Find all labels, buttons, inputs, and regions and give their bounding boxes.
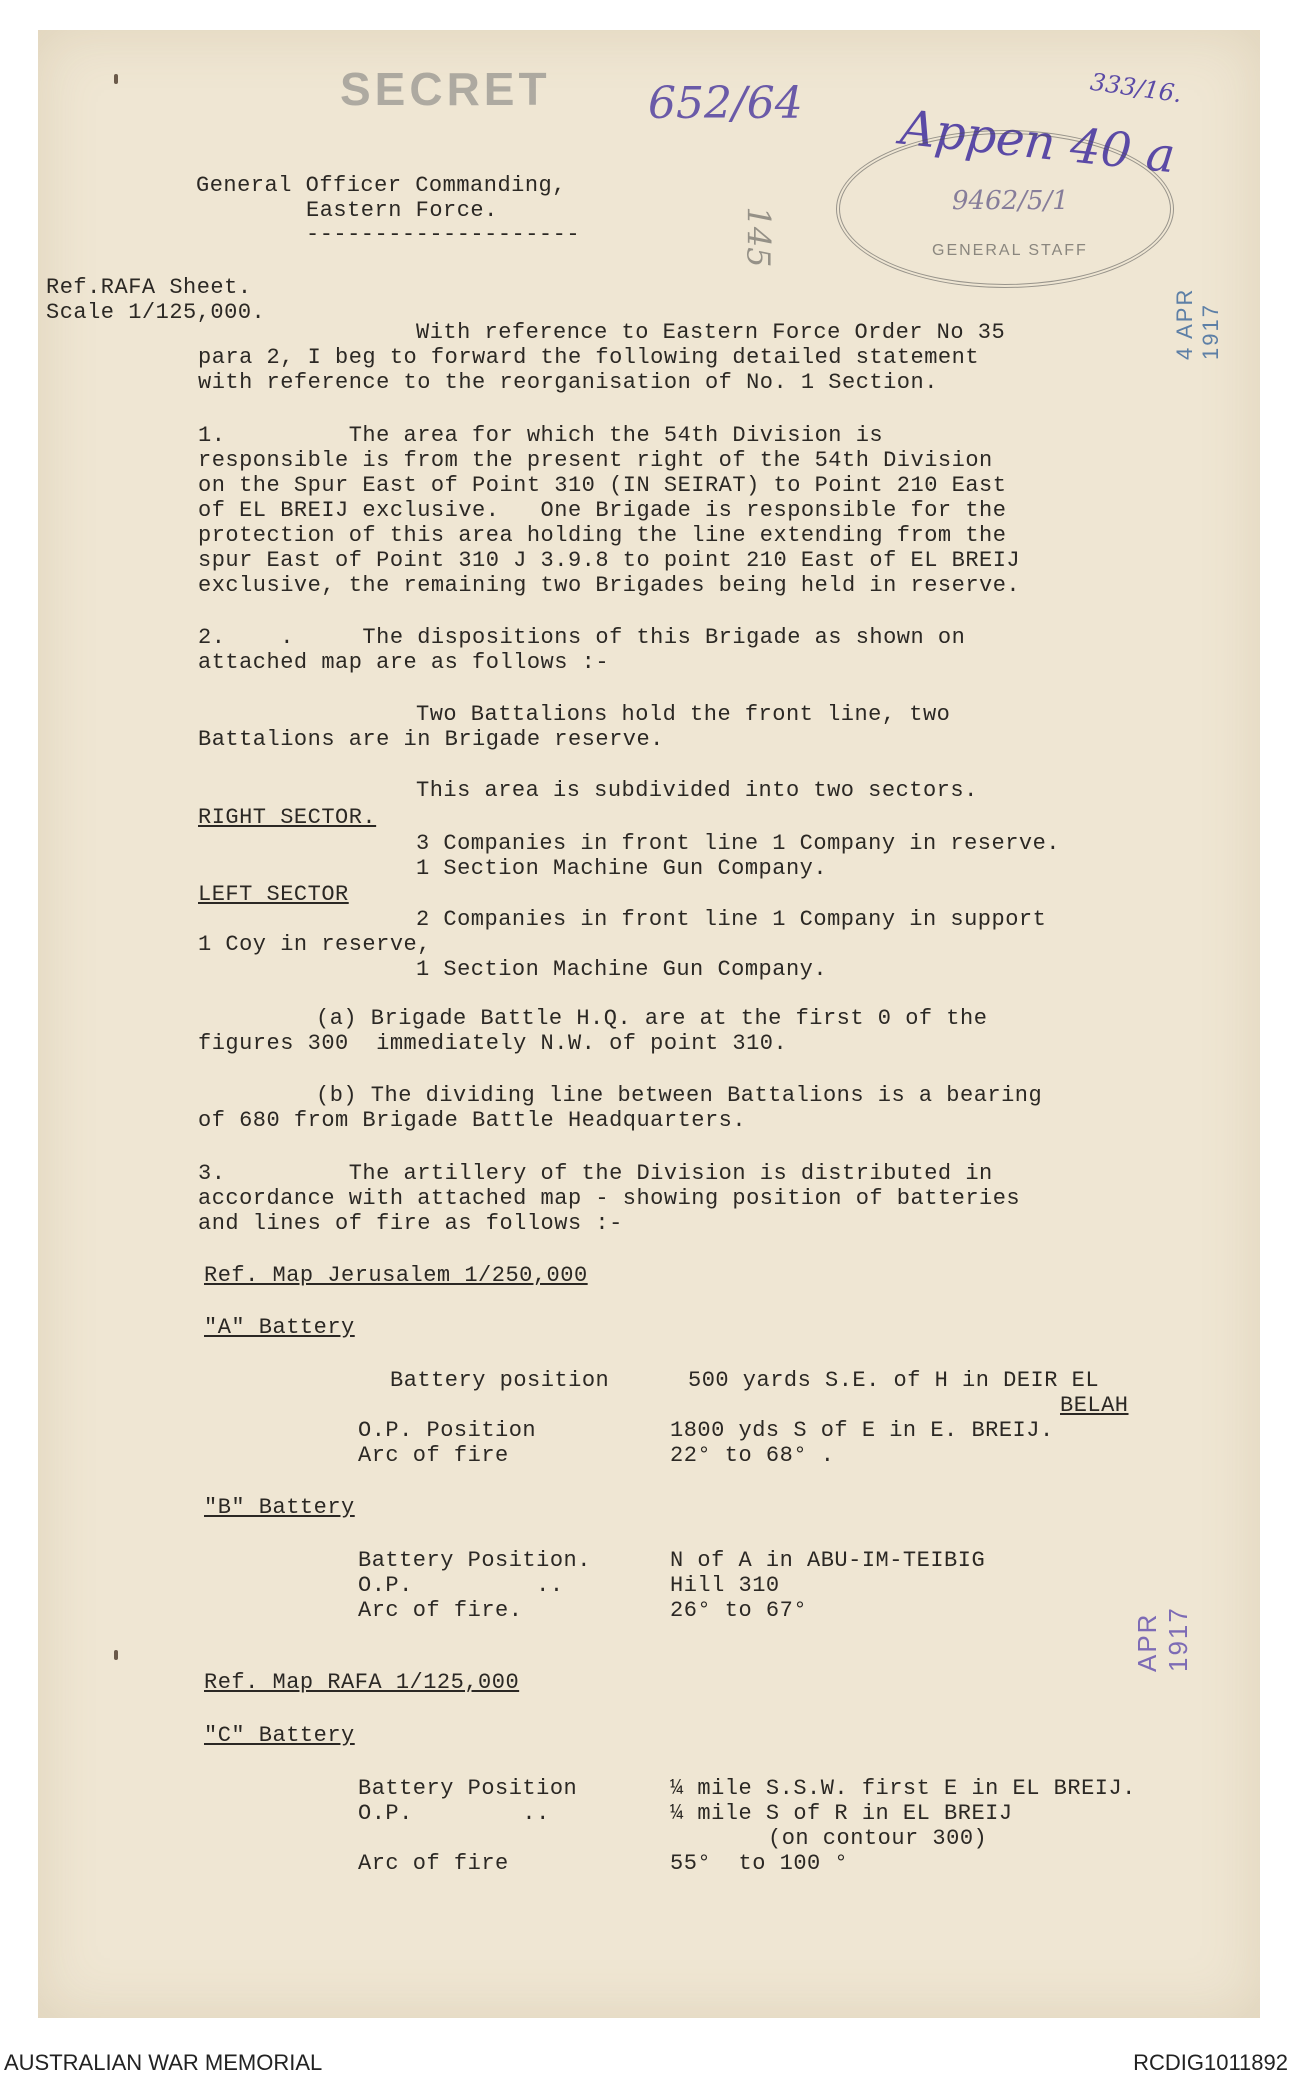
para-a-line: figures 300 immediately N.W. of point 310.	[198, 1031, 788, 1056]
registry-oval-stamp	[836, 130, 1174, 288]
oval-stamp-number: 9462/5/1	[952, 186, 1069, 216]
punch-hole	[114, 74, 118, 84]
para1-line: on the Spur East of Point 310 (IN SEIRAT) to Point 210 East	[198, 473, 1007, 498]
para1-line: spur East of Point 310 J 3.9.8 to point 210 East of EL BREIJ	[198, 548, 1021, 573]
para1-line: protection of this area holding the line extending from the	[198, 523, 1007, 548]
battery-a-position-label: Battery position	[390, 1368, 610, 1393]
intro-line: With reference to Eastern Force Order No 35	[416, 320, 1006, 345]
battery-a-arc-value: 22° to 68° .	[670, 1443, 835, 1468]
left-sector-line: 2 Companies in front line 1 Company in support	[416, 907, 1047, 932]
left-sector-line: 1 Section Machine Gun Company.	[416, 957, 828, 982]
addressee-line-1: General Officer Commanding,	[196, 173, 566, 198]
battery-c-position-value: ¼ mile S.S.W. first E in EL BREIJ.	[670, 1776, 1136, 1801]
left-sector-line: 1 Coy in reserve,	[198, 932, 431, 957]
margin-mark: 145	[739, 206, 778, 268]
battery-a-heading: "A" Battery	[204, 1315, 355, 1340]
secret-stamp: SECRET	[340, 63, 551, 115]
para1-line: of EL BREIJ exclusive. One Brigade is responsible for the	[198, 498, 1007, 523]
para2-line: 2. . The dispositions of this Brigade as shown on	[198, 625, 966, 650]
para1-line: exclusive, the remaining two Brigades being held in reserve.	[198, 573, 1021, 598]
reference-scale: Scale 1/125,000.	[46, 300, 266, 325]
para2-battalions-line: Two Battalions hold the front line, two	[416, 702, 951, 727]
battery-c-op-value-cont: (on contour 300)	[768, 1826, 988, 1851]
para1-line: responsible is from the present right of the 54th Division	[198, 448, 993, 473]
map-reference-rafa: Ref. Map RAFA 1/125,000	[204, 1670, 520, 1695]
header-rule: --------------------	[306, 222, 581, 247]
battery-b-arc-value: 26° to 67°	[670, 1598, 808, 1623]
battery-c-arc-label: Arc of fire	[358, 1851, 509, 1876]
oval-date-stamp: 4 APR 1917	[1172, 287, 1223, 360]
para-b-line: (b) The dividing line between Battalions is a bearing	[316, 1083, 1043, 1108]
battery-b-arc-label: Arc of fire.	[358, 1598, 523, 1623]
battery-b-position-label: Battery Position.	[358, 1548, 591, 1573]
para2-subdivided: This area is subdivided into two sectors.	[416, 778, 978, 803]
para2-battalions-line: Battalions are in Brigade reserve.	[198, 727, 664, 752]
side-date-stamp: APR 1917	[1132, 1606, 1193, 1672]
left-sector-heading: LEFT SECTOR	[198, 882, 349, 907]
punch-hole	[114, 1650, 118, 1660]
battery-b-position-value: N of A in ABU-IM-TEIBIG	[670, 1548, 986, 1573]
footer-institution: AUSTRALIAN WAR MEMORIAL	[4, 2050, 323, 2075]
para1-line: 1. The area for which the 54th Division is	[198, 423, 884, 448]
para2-line: attached map are as follows :-	[198, 650, 610, 675]
battery-a-position-value: 500 yards S.E. of H in DEIR EL	[688, 1368, 1100, 1393]
map-reference-jerusalem: Ref. Map Jerusalem 1/250,000	[204, 1263, 588, 1288]
right-sector-line: 1 Section Machine Gun Company.	[416, 856, 828, 881]
battery-c-heading: "C" Battery	[204, 1723, 355, 1748]
right-sector-line: 3 Companies in front line 1 Company in reserve.	[416, 831, 1061, 856]
battery-a-op-label: O.P. Position	[358, 1418, 537, 1443]
para-b-line: of 680 from Brigade Battle Headquarters.	[198, 1108, 747, 1133]
intro-line: para 2, I beg to forward the following detailed statement	[198, 345, 980, 370]
battery-c-arc-value: 55° to 100 °	[670, 1851, 849, 1876]
battery-c-op-value: ¼ mile S of R in EL BREIJ	[670, 1801, 1013, 1826]
reference-number-handwritten: 333/16.	[1088, 67, 1184, 109]
battery-a-arc-label: Arc of fire	[358, 1443, 509, 1468]
para3-line: and lines of fire as follows :-	[198, 1211, 623, 1236]
right-sector-heading: RIGHT SECTOR.	[198, 805, 377, 830]
battery-b-heading: "B" Battery	[204, 1495, 355, 1520]
reference-sheet: Ref.RAFA Sheet.	[46, 275, 252, 300]
appendix-handwritten: Appen 40 a	[897, 99, 1178, 185]
intro-line: with reference to the reorganisation of No. 1 Section.	[198, 370, 938, 395]
document-page	[38, 30, 1260, 2018]
addressee-line-2: Eastern Force.	[306, 198, 498, 223]
battery-b-op-value: Hill 310	[670, 1573, 780, 1598]
oval-stamp-caption: GENERAL STAFF	[932, 242, 1088, 259]
para3-line: 3. The artillery of the Division is distributed in	[198, 1161, 993, 1186]
battery-b-op-label: O.P. ..	[358, 1573, 564, 1598]
battery-a-position-value-cont: BELAH	[1060, 1393, 1129, 1418]
battery-c-position-label: Battery Position	[358, 1776, 578, 1801]
footer-record-id: RCDIG1011892	[1133, 2050, 1288, 2075]
para3-line: accordance with attached map - showing position of batteries	[198, 1186, 1021, 1211]
battery-a-op-value: 1800 yds S of E in E. BREIJ.	[670, 1418, 1054, 1443]
battery-c-op-label: O.P. ..	[358, 1801, 550, 1826]
file-number-handwritten: 652/64	[648, 78, 803, 129]
para-a-line: (a) Brigade Battle H.Q. are at the first 0 of the	[316, 1006, 988, 1031]
